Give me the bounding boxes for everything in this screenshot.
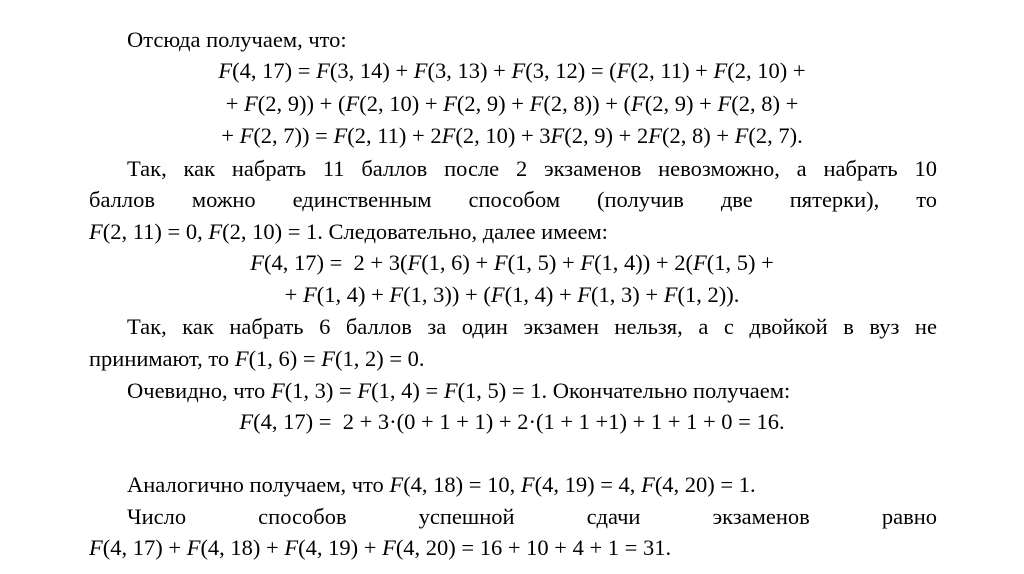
- formula-line: F(4, 17) = F(3, 14) + F(3, 13) + F(3, 12) = (F(2, 11) + F(2, 10) +: [218, 58, 806, 83]
- word: 2: [515, 156, 528, 181]
- word: как: [183, 156, 216, 181]
- word: пятерки),: [789, 187, 880, 212]
- word: вуз: [869, 314, 900, 339]
- word: способом: [468, 187, 561, 212]
- word: набрать: [231, 156, 307, 181]
- justified-line: [127, 155, 937, 183]
- formula-line: + F(2, 7)) = F(2, 11) + 2F(2, 10) + 3F(2, 9) + 2F(2, 8) + F(2, 7).: [221, 123, 803, 148]
- formula-line: + F(2, 9)) + (F(2, 10) + F(2, 9) + F(2, 8)) + (F(2, 9) + F(2, 8) +: [225, 91, 799, 116]
- word: экзаменов: [544, 156, 642, 181]
- word: экзаменов: [712, 504, 810, 529]
- word: сдачи: [586, 504, 641, 529]
- word: а: [698, 314, 709, 339]
- text-line: принимают, то F(1, 6) = F(1, 2) = 0.: [89, 346, 425, 371]
- word: невозможно,: [658, 156, 780, 181]
- word: один: [461, 314, 508, 339]
- word: в: [843, 314, 854, 339]
- word: то: [916, 187, 937, 212]
- word: баллов: [89, 187, 155, 212]
- word: не: [914, 314, 937, 339]
- word: две: [720, 187, 753, 212]
- word: 6: [319, 314, 331, 339]
- justified-line: [89, 186, 937, 214]
- word: равно: [881, 504, 937, 529]
- word: а: [796, 156, 807, 181]
- justified-line: [127, 503, 937, 531]
- word: после: [444, 156, 500, 181]
- word: Так,: [127, 314, 167, 339]
- formula-line: F(4, 17) = 2 + 3(F(1, 6) + F(1, 5) + F(1, 4)) + 2(F(1, 5) +: [250, 250, 774, 275]
- word: Так,: [127, 156, 167, 181]
- text-line: F(2, 11) = 0, F(2, 10) = 1. Следовательно, далее имеем:: [89, 219, 608, 244]
- word: успешной: [418, 504, 515, 529]
- formula-line: + F(1, 4) + F(1, 3)) + (F(1, 4) + F(1, 3) + F(1, 2)).: [284, 282, 740, 307]
- formula-line: F(4, 17) = 2 + 3·(0 + 1 + 1) + 2·(1 + 1 +1) + 1 + 1 + 0 = 16.: [239, 409, 785, 434]
- text-line: F(4, 17) + F(4, 18) + F(4, 19) + F(4, 20) = 16 + 10 + 4 + 1 = 31.: [89, 535, 672, 560]
- word: экзамен: [523, 314, 599, 339]
- word: двойкой: [749, 314, 828, 339]
- word: единственным: [292, 187, 432, 212]
- text-line: Аналогично получаем, что F(4, 18) = 10, F(4, 19) = 4, F(4, 20) = 1.: [127, 472, 756, 497]
- text-line: Отсюда получаем, что:: [127, 27, 347, 52]
- justified-line: [127, 313, 937, 341]
- word: как: [182, 314, 214, 339]
- word: за: [427, 314, 447, 339]
- word: можно: [191, 187, 256, 212]
- word: 10: [914, 156, 937, 181]
- word: баллов: [345, 314, 412, 339]
- word: набрать: [823, 156, 898, 181]
- word: баллов: [361, 156, 428, 181]
- text-line: Очевидно, что F(1, 3) = F(1, 4) = F(1, 5) = 1. Окончательно получаем:: [127, 378, 791, 403]
- word: 11: [322, 156, 345, 181]
- word: нельзя,: [614, 314, 683, 339]
- word: набрать: [229, 314, 304, 339]
- word: способов: [258, 504, 347, 529]
- word: с: [723, 314, 734, 339]
- word: Число: [127, 504, 187, 529]
- word: (получив: [596, 187, 684, 212]
